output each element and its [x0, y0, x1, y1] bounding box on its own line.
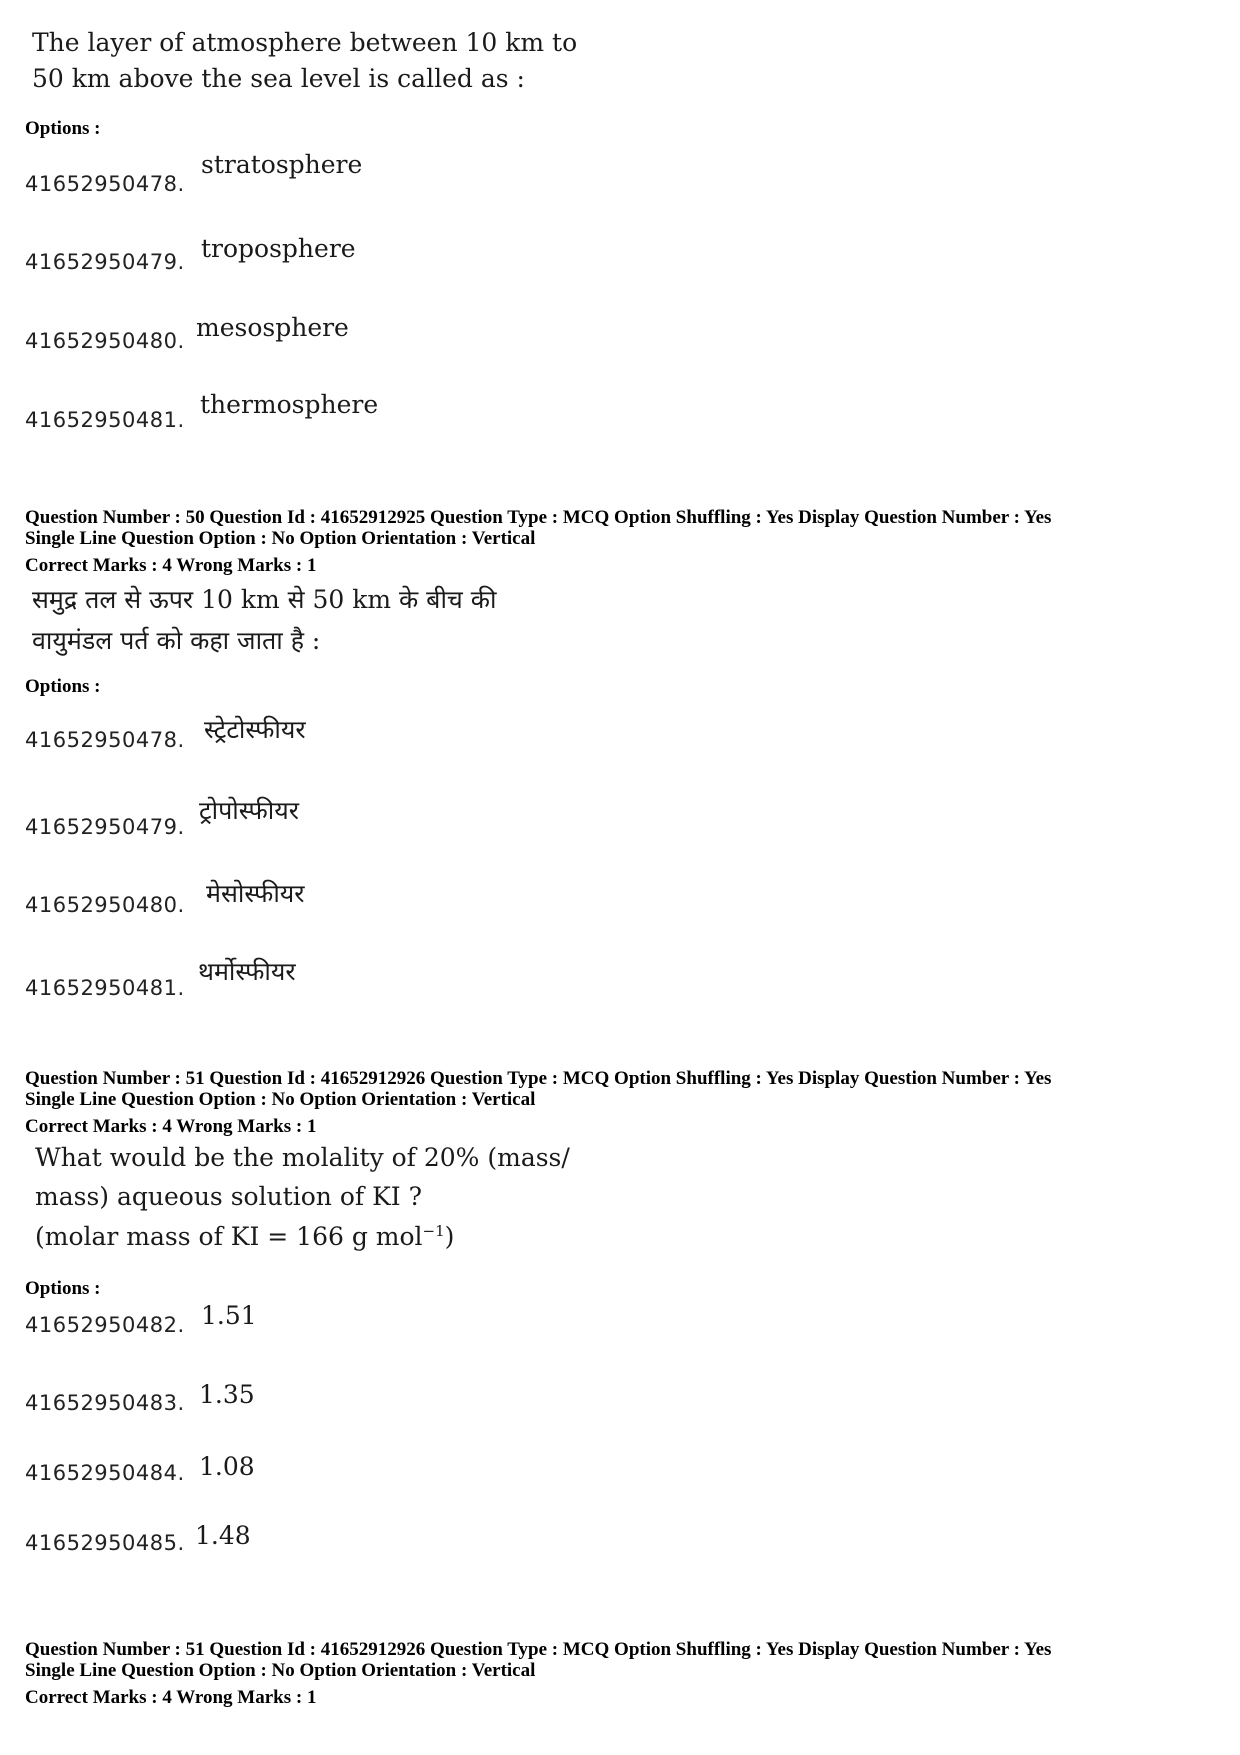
option-text: 1.08 — [199, 1452, 255, 1481]
option-id: 41652950481. — [25, 408, 185, 432]
superscript: −1 — [422, 1222, 445, 1240]
option-text: मेसोस्फीयर — [206, 879, 305, 908]
marks-line: Correct Marks : 4 Wrong Marks : 1 — [25, 1116, 317, 1137]
option-text: stratosphere — [201, 150, 363, 179]
question-text-line: The layer of atmosphere between 10 km to — [32, 28, 578, 57]
option-text: ट्रोपोस्फीयर — [199, 796, 299, 825]
option-id: 41652950480. — [25, 893, 185, 917]
option-text: थर्मोस्फीयर — [198, 957, 296, 986]
question-text-line — [35, 1224, 454, 1249]
question-text-line: समुद्र तल से ऊपर 10 km से 50 km के बीच की — [32, 585, 497, 614]
option-text: 1.51 — [201, 1301, 257, 1330]
question-meta-line: Question Number : 50 Question Id : 41652912925 Question Type : MCQ Option Shuffling : Yes Display Question Number : Yes — [25, 507, 1052, 528]
option-id: 41652950478. — [25, 728, 185, 752]
question-text-suffix: ) — [444, 1222, 455, 1251]
question-text-line: 50 km above the sea level is called as : — [32, 64, 525, 93]
marks-line: Correct Marks : 4 Wrong Marks : 1 — [25, 1687, 317, 1708]
question-text-line: वायुमंडल पर्त को कहा जाता है : — [32, 626, 321, 655]
option-text: thermosphere — [200, 390, 379, 419]
question-meta-line: Single Line Question Option : No Option Orientation : Vertical — [25, 1660, 536, 1681]
question-meta-line: Question Number : 51 Question Id : 41652912926 Question Type : MCQ Option Shuffling : Yes Display Question Number : Yes — [25, 1068, 1052, 1089]
option-id: 41652950479. — [25, 250, 185, 274]
option-text: troposphere — [201, 234, 356, 263]
option-id: 41652950479. — [25, 815, 185, 839]
question-meta-line: Single Line Question Option : No Option Orientation : Vertical — [25, 528, 536, 549]
options-label: Options : — [25, 1278, 101, 1299]
question-text-line: What would be the molality of 20% (mass/ — [35, 1143, 570, 1172]
question-meta-line: Question Number : 51 Question Id : 41652912926 Question Type : MCQ Option Shuffling : Yes Display Question Number : Yes — [25, 1639, 1052, 1660]
question-text-prefix: (molar mass of KI = 166 g mol — [35, 1222, 423, 1251]
option-id: 41652950482. — [25, 1313, 185, 1337]
option-id: 41652950480. — [25, 329, 185, 353]
question-text-line: mass) aqueous solution of KI ? — [35, 1182, 422, 1211]
option-text: 1.48 — [195, 1521, 251, 1550]
option-id: 41652950484. — [25, 1461, 185, 1485]
options-label: Options : — [25, 118, 101, 139]
option-id: 41652950481. — [25, 976, 185, 1000]
option-id: 41652950483. — [25, 1391, 185, 1415]
options-label: Options : — [25, 676, 101, 697]
option-text: mesosphere — [196, 313, 349, 342]
option-text: स्ट्रेटोस्फीयर — [204, 715, 306, 744]
option-id: 41652950478. — [25, 172, 185, 196]
marks-line: Correct Marks : 4 Wrong Marks : 1 — [25, 555, 317, 576]
question-meta-line: Single Line Question Option : No Option Orientation : Vertical — [25, 1089, 536, 1110]
option-text: 1.35 — [199, 1380, 255, 1409]
option-id: 41652950485. — [25, 1531, 185, 1555]
